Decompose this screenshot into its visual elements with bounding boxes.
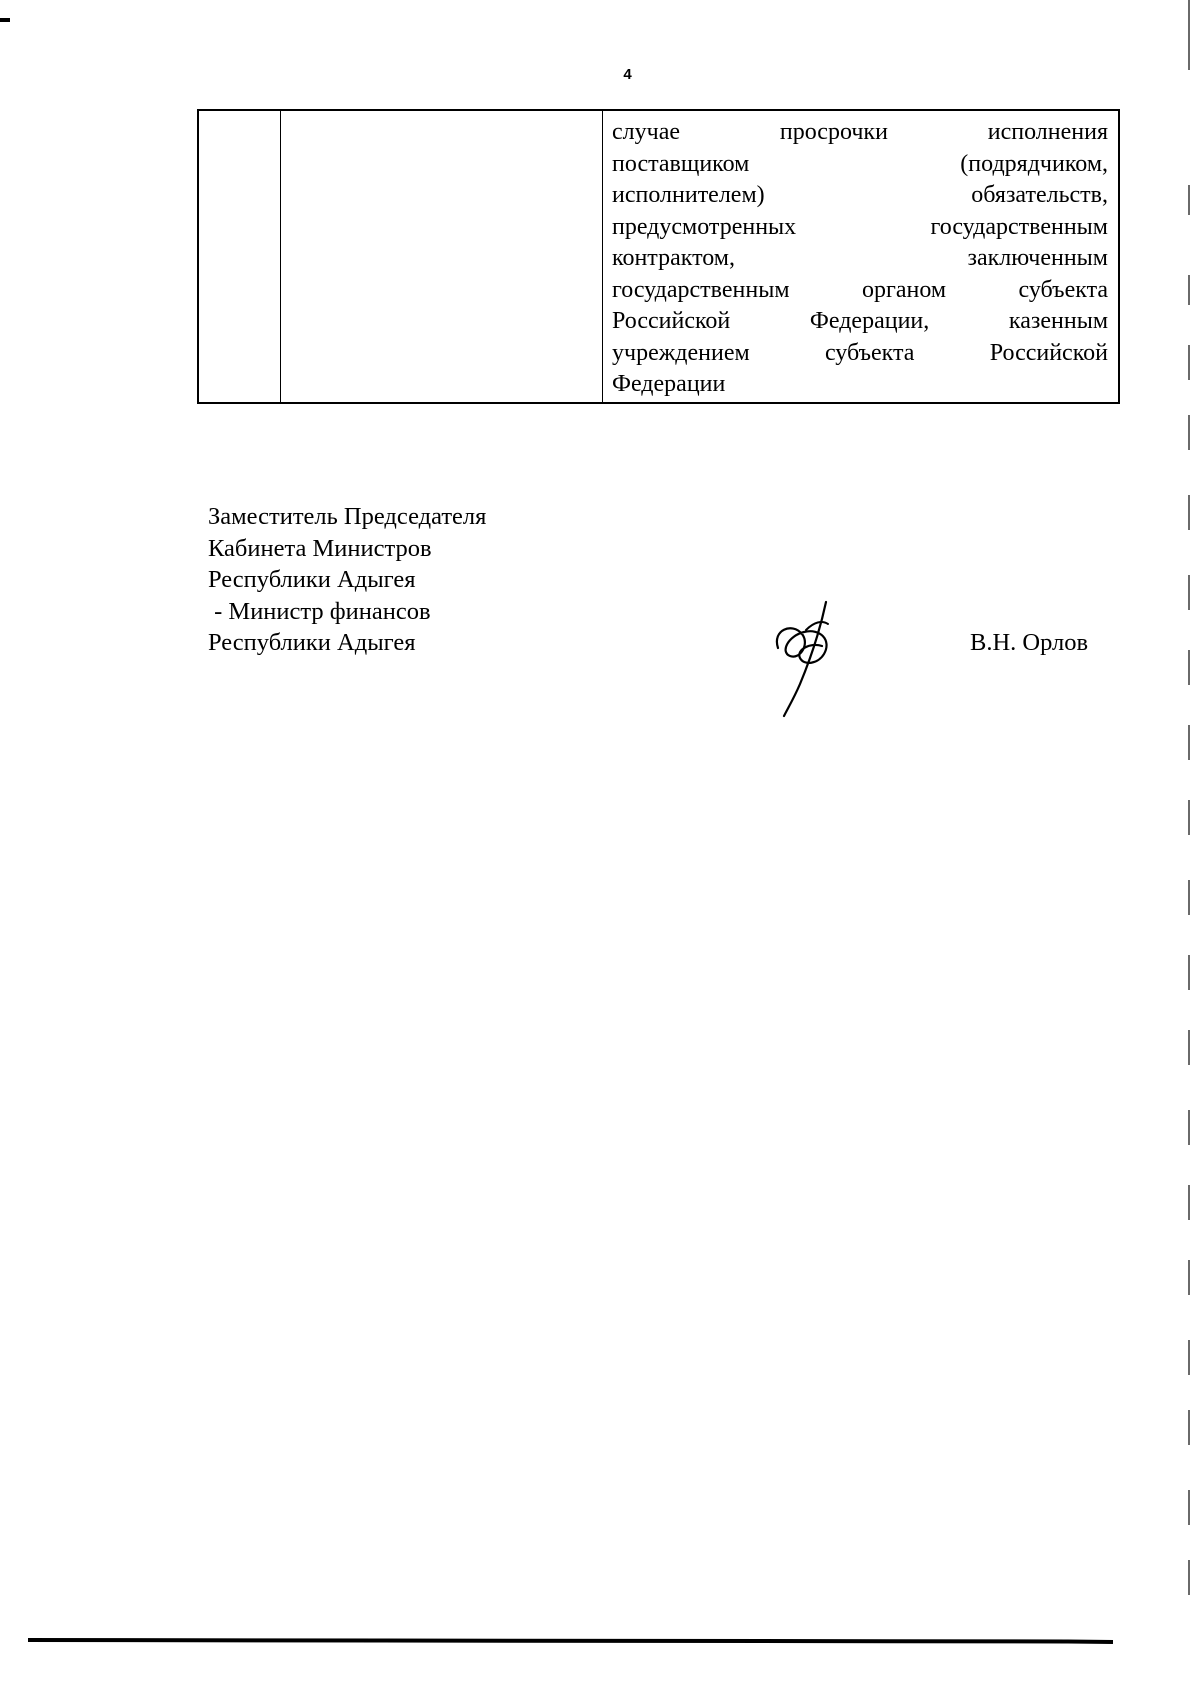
table-text-line: Российской Федерации, казенным [612,308,1108,334]
scan-corner-mark [0,18,10,22]
table-text-line: Федерации [612,371,726,397]
table-text-line: учреждением субъекта Российской [612,339,1108,366]
table-text-line: исполнителем) обязательств, [612,182,1108,208]
signatory-title-line: - Министр финансов [208,597,431,625]
table-text-line: поставщиком (подрядчиком, [612,150,1108,177]
scan-bottom-edge [28,1638,1113,1644]
signatory-title-line: Республики Адыгея [208,566,416,593]
signatory-title-line: Заместитель Председателя [208,503,487,530]
scan-margin-marks [1183,0,1195,1687]
table-text-line: случае просрочки исполнения [612,119,1108,145]
table-cell-description [603,111,1118,402]
signatory-name: В.Н. Орлов [970,629,1089,656]
table-text-line: государственным органом субъекта [612,276,1108,303]
signatory-title-line: Кабинета Министров [208,534,432,562]
page-number: 4 [623,66,632,83]
table-text-line: предусмотренных государственным [612,213,1108,240]
signatory-title [208,501,486,659]
table-cell-name [281,111,603,402]
table-cell-number [199,111,281,402]
handwritten-signature [770,600,850,718]
signatory-title-line: Республики Адыгея [208,629,416,656]
table-text-line: контрактом, заключенным [612,245,1108,271]
document-table [197,109,1120,404]
